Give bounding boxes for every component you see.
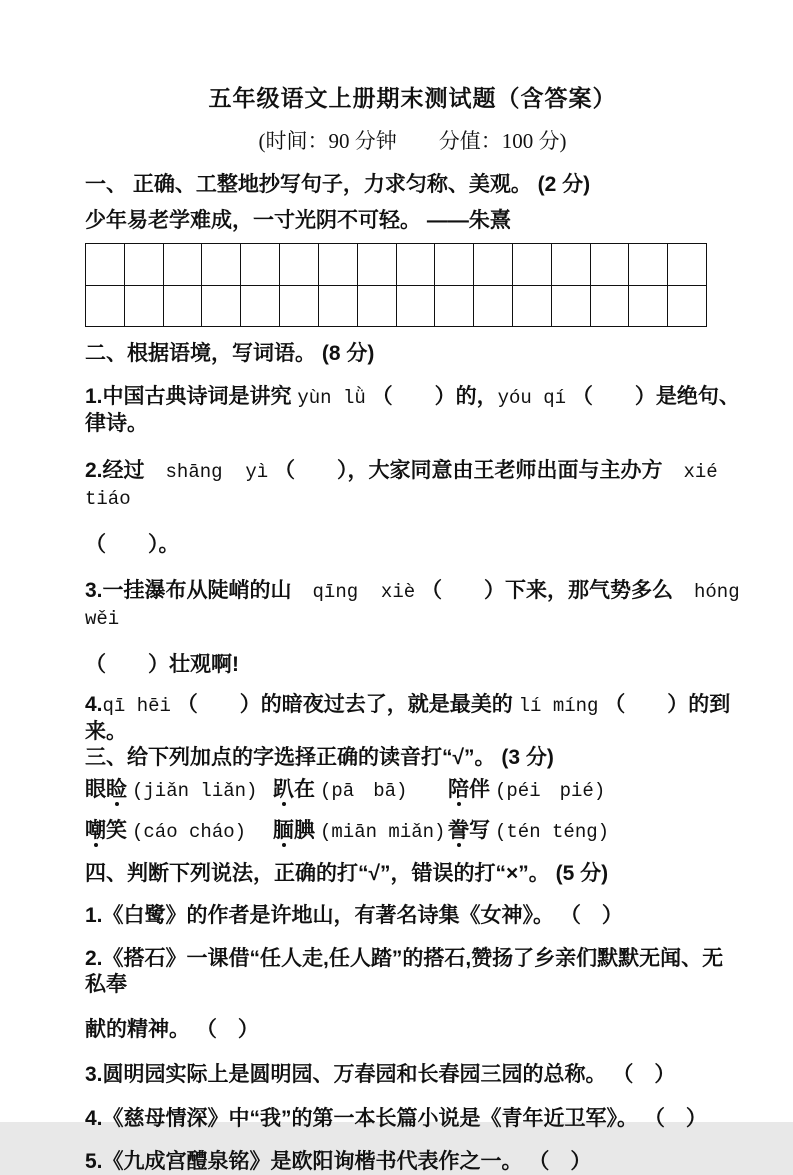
question-text-segment: 1.中国古典诗词是讲究 <box>85 385 298 408</box>
grid-cell <box>513 286 552 328</box>
question-text-segment: 3.一挂瀑布从陡峭的山 <box>85 579 313 602</box>
grid-cell <box>358 244 397 286</box>
dotted-char: 睑 <box>106 778 127 801</box>
s4-statement-2: 2.《搭石》一课借“任人走,任人踏”的搭石,赞扬了乡亲们默默无闻、无私奉 <box>85 947 724 996</box>
s2-question-2 <box>85 458 740 512</box>
question-number: 4. <box>85 693 103 716</box>
grid-cell <box>435 286 474 328</box>
dotted-char: 腼 <box>273 819 294 842</box>
pinyin-segment: lí míng <box>518 695 599 717</box>
copy-grid <box>85 243 707 327</box>
grid-cell <box>319 244 358 286</box>
section-2-heading: 二、根据语境，写词语。 (8 分) <box>85 342 375 365</box>
word-char: 腆 <box>294 819 315 842</box>
pinyin-segment: shāng yì <box>165 461 269 483</box>
word-entry <box>448 818 609 845</box>
grid-cell <box>668 286 707 328</box>
word-entry <box>85 777 273 804</box>
grid-cell <box>319 286 358 328</box>
grid-cell <box>125 286 164 328</box>
s4-statement-3: 3.圆明园实际上是圆明园、万春园和长春园三园的总称。 （ ） <box>85 1063 676 1086</box>
answer-blank: （ ）是绝句、律诗。 <box>85 385 740 435</box>
grid-cell <box>591 244 630 286</box>
grid-cell <box>280 244 319 286</box>
s2-question-4 <box>85 692 740 745</box>
grid-cell <box>86 244 125 286</box>
grid-cell <box>280 286 319 328</box>
grid-cell <box>125 244 164 286</box>
s4-statement-1: 1.《白鹭》的作者是许地山，有著名诗集《女神》。 （ ） <box>85 904 623 927</box>
s3-word-row-1 <box>85 777 740 804</box>
s3-word-row-2 <box>85 818 740 845</box>
word-char: 写 <box>469 819 490 842</box>
grid-cell <box>668 244 707 286</box>
page-title: 五年级语文上册期末测试题（含答案） <box>208 86 617 111</box>
grid-cell <box>629 244 668 286</box>
pinyin-options: (pā bā) <box>320 780 408 802</box>
word-char: 笑 <box>106 819 127 842</box>
answer-blank: （ ），大家同意由王老师出面与主办方 <box>268 459 684 482</box>
copy-sentence: 少年易老学难成，一寸光阴不可轻。 ——朱熹 <box>85 209 511 232</box>
grid-cell <box>202 244 241 286</box>
grid-cell <box>435 244 474 286</box>
s4-statement-4: 4.《慈母情深》中“我”的第一本长篇小说是《青年近卫军》。 （ ） <box>85 1107 707 1130</box>
answer-blank: （ ）的到来。 <box>85 693 731 743</box>
s4-statement-2-continuation: 献的精神。 （ ） <box>85 1018 259 1041</box>
grid-cell <box>474 286 513 328</box>
s2-question-1 <box>85 384 740 437</box>
grid-cell <box>591 286 630 328</box>
pinyin-options: (miān miǎn) <box>320 821 446 843</box>
word-char: 眼 <box>85 778 106 801</box>
answer-blank: （ ）下来，那气势多么 <box>415 579 694 602</box>
pinyin-options: (jiǎn liǎn) <box>132 780 258 802</box>
grid-cell <box>241 244 280 286</box>
section-4-heading: 四、判断下列说法，正确的打“√”，错误的打“×”。 (5 分) <box>85 862 609 885</box>
dotted-char: 趴 <box>273 778 294 801</box>
grid-cell <box>552 244 591 286</box>
grid-cell <box>202 286 241 328</box>
grid-cell <box>629 286 668 328</box>
answer-blank: （ ）的暗夜过去了，就是最美的 <box>170 693 519 716</box>
pinyin-segment: qī hēi <box>102 695 171 717</box>
pinyin-segment: qīng xiè <box>312 581 416 603</box>
answer-blank: （ ）的， <box>365 385 498 408</box>
pinyin-segment: yùn lǜ <box>297 387 366 409</box>
s2-question-3-continuation: （ ）壮观啊! <box>85 653 239 676</box>
grid-cell <box>358 286 397 328</box>
word-entry <box>448 777 605 804</box>
dotted-char: 嘲 <box>85 819 106 842</box>
grid-cell <box>397 244 436 286</box>
word-char: 在 <box>294 778 315 801</box>
s2-question-2-continuation: （ ）。 <box>85 533 180 556</box>
pinyin-segment: xié tiáo <box>85 461 741 510</box>
grid-cell <box>164 286 203 328</box>
grid-cell <box>86 286 125 328</box>
pinyin-options: (cáo cháo) <box>132 821 247 843</box>
word-char: 伴 <box>469 778 490 801</box>
s4-statement-5: 5.《九成宫醴泉铭》是欧阳询楷书代表作之一。 （ ） <box>85 1150 592 1173</box>
grid-cell <box>474 244 513 286</box>
dotted-char: 誊 <box>448 819 469 842</box>
grid-cell <box>552 286 591 328</box>
pinyin-segment: hóng wěi <box>85 581 763 630</box>
grid-cell <box>397 286 436 328</box>
pinyin-segment: yóu qí <box>497 387 567 409</box>
pinyin-options: (tén téng) <box>495 821 610 843</box>
question-text-segment: 2.经过 <box>85 459 166 482</box>
section-3-heading: 三、给下列加点的字选择正确的读音打“√”。 (3 分) <box>85 746 554 769</box>
s2-question-3 <box>85 578 763 632</box>
dotted-char: 陪 <box>448 778 469 801</box>
grid-cell <box>241 286 280 328</box>
word-entry <box>273 777 448 804</box>
exam-info: (时间：90 分钟 分值：100 分) <box>258 129 567 153</box>
grid-cell <box>164 244 203 286</box>
section-1-heading: 一、 正确、工整地抄写句子，力求匀称、美观。 (2 分) <box>85 173 591 196</box>
grid-cell <box>513 244 552 286</box>
word-entry <box>273 818 448 845</box>
pinyin-options: (péi pié) <box>495 780 606 802</box>
word-entry <box>85 818 273 845</box>
